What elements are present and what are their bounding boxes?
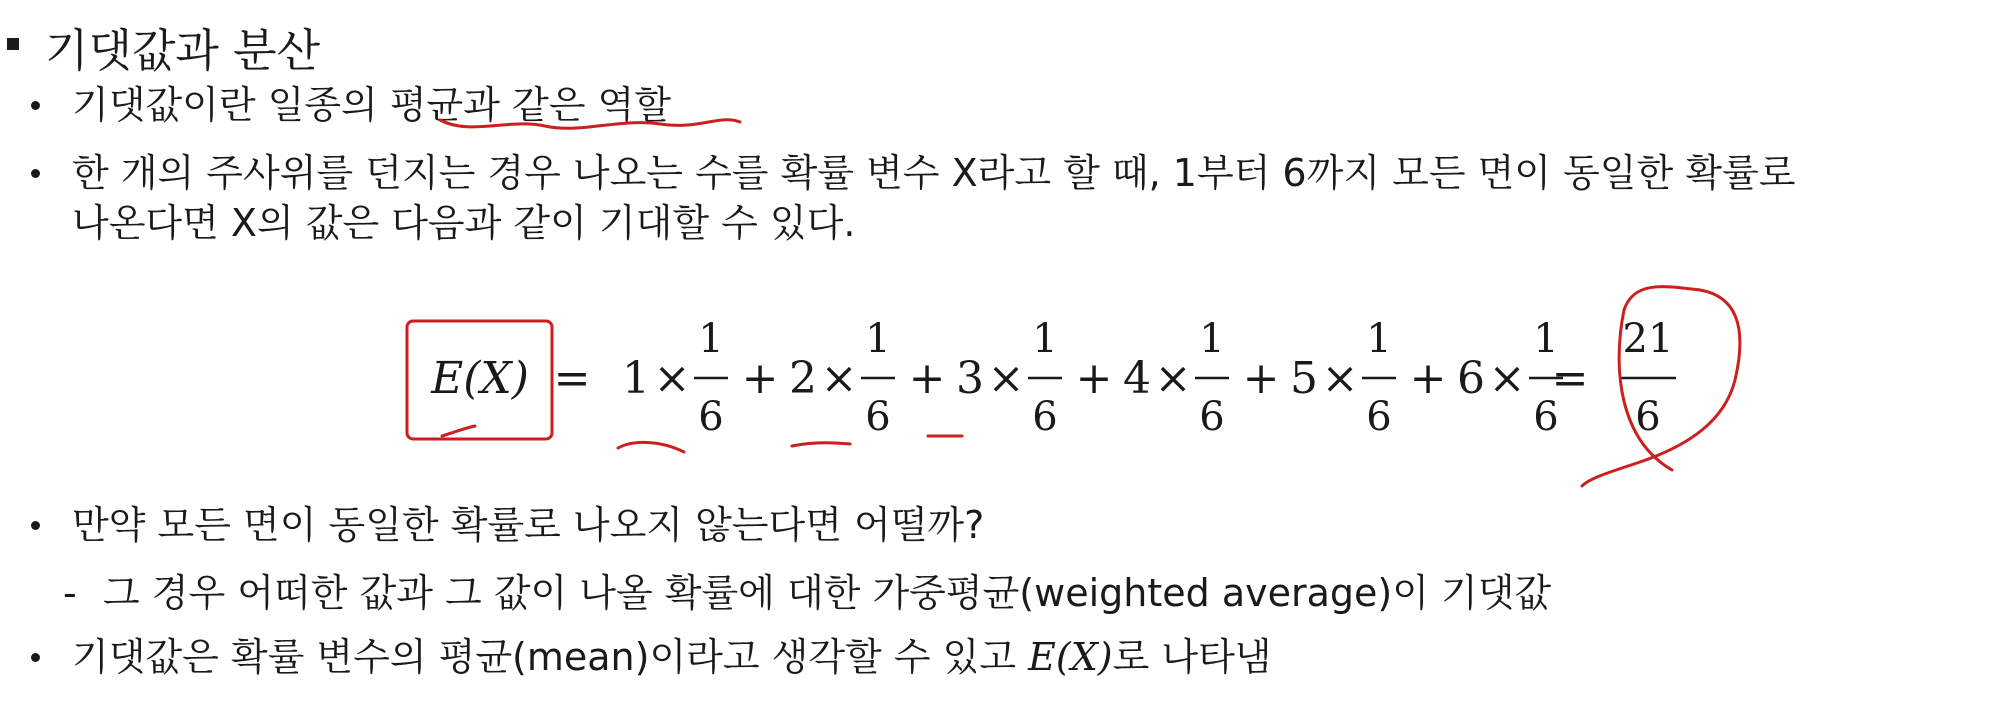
sub-bullet-1-text: 그 경우 어떠한 값과 그 값이 나올 확률에 대한 가중평균(weighted average)이 기댓값: [103, 571, 1552, 615]
bullet-2-line-2: 나온다면 X의 값은 다음과 같이 기대할 수 있다.: [72, 201, 856, 245]
term-coefficient: 5: [1290, 353, 1318, 404]
result-fraction-denominator: 6: [1635, 394, 1661, 440]
term-fraction-denominator: 6: [1199, 394, 1225, 440]
equals-sign: =: [553, 353, 591, 404]
plus-sign: +: [1409, 353, 1447, 404]
term-fraction-numerator: 1: [865, 316, 891, 362]
bullet-4-text: 기댓값은 확률 변수의 평균(mean)이라고 생각할 수 있고: [72, 635, 1029, 679]
times-sign: ×: [1321, 353, 1359, 404]
term-fraction-denominator: 6: [865, 394, 891, 440]
term-coefficient: 3: [956, 353, 984, 404]
bullet-4: [72, 632, 1272, 682]
term-fraction-denominator: 6: [1366, 394, 1392, 440]
bullet-4-text-end: 로 나타냄: [1112, 635, 1272, 679]
result-fraction-numerator: 21: [1622, 316, 1674, 362]
times-sign: ×: [1488, 353, 1526, 404]
term-fraction-numerator: 1: [1533, 316, 1559, 362]
term-fraction-denominator: 6: [1032, 394, 1058, 440]
bullet-1-text: 기댓값이란 일종의 평균과 같은 역할: [72, 83, 671, 127]
times-sign: ×: [820, 353, 858, 404]
heading-text: 기댓값과 분산: [45, 24, 321, 77]
sub-bullet-1: [63, 568, 1552, 618]
times-sign: ×: [987, 353, 1025, 404]
term-coefficient: 4: [1123, 353, 1151, 404]
term-fraction-numerator: 1: [1366, 316, 1392, 362]
bullet-3: [72, 500, 984, 550]
bullet-3-text: 만약 모든 면이 동일한 확률로 나오지 않는다면 어떨까?: [72, 503, 985, 547]
term-fraction-numerator: 1: [1032, 316, 1058, 362]
term-fraction-numerator: 1: [698, 316, 724, 362]
bullet-4-math: E(X): [1028, 635, 1113, 679]
bullet-2-line-1: 한 개의 주사위를 던지는 경우 나오는 수를 확률 변수 X라고 할 때, 1부터 6까지 모든 면이 동일한 확률로: [72, 151, 1796, 195]
term-fraction-numerator: 1: [1199, 316, 1225, 362]
plus-sign: +: [1075, 353, 1113, 404]
plus-sign: +: [1242, 353, 1280, 404]
equation-lhs: E(X): [431, 353, 529, 404]
times-sign: ×: [1154, 353, 1192, 404]
term-coefficient: 2: [789, 353, 817, 404]
plus-sign: +: [908, 353, 946, 404]
equals-sign: =: [1551, 353, 1589, 404]
term-fraction-denominator: 6: [698, 394, 724, 440]
term-coefficient: 6: [1457, 353, 1485, 404]
bullet-dot-icon: [31, 653, 40, 662]
bullet-dot-icon: [31, 521, 40, 530]
term-coefficient: 1: [622, 353, 650, 404]
dash-marker: -: [63, 571, 77, 615]
term-fraction-denominator: 6: [1533, 394, 1559, 440]
plus-sign: +: [741, 353, 779, 404]
times-sign: ×: [653, 353, 691, 404]
